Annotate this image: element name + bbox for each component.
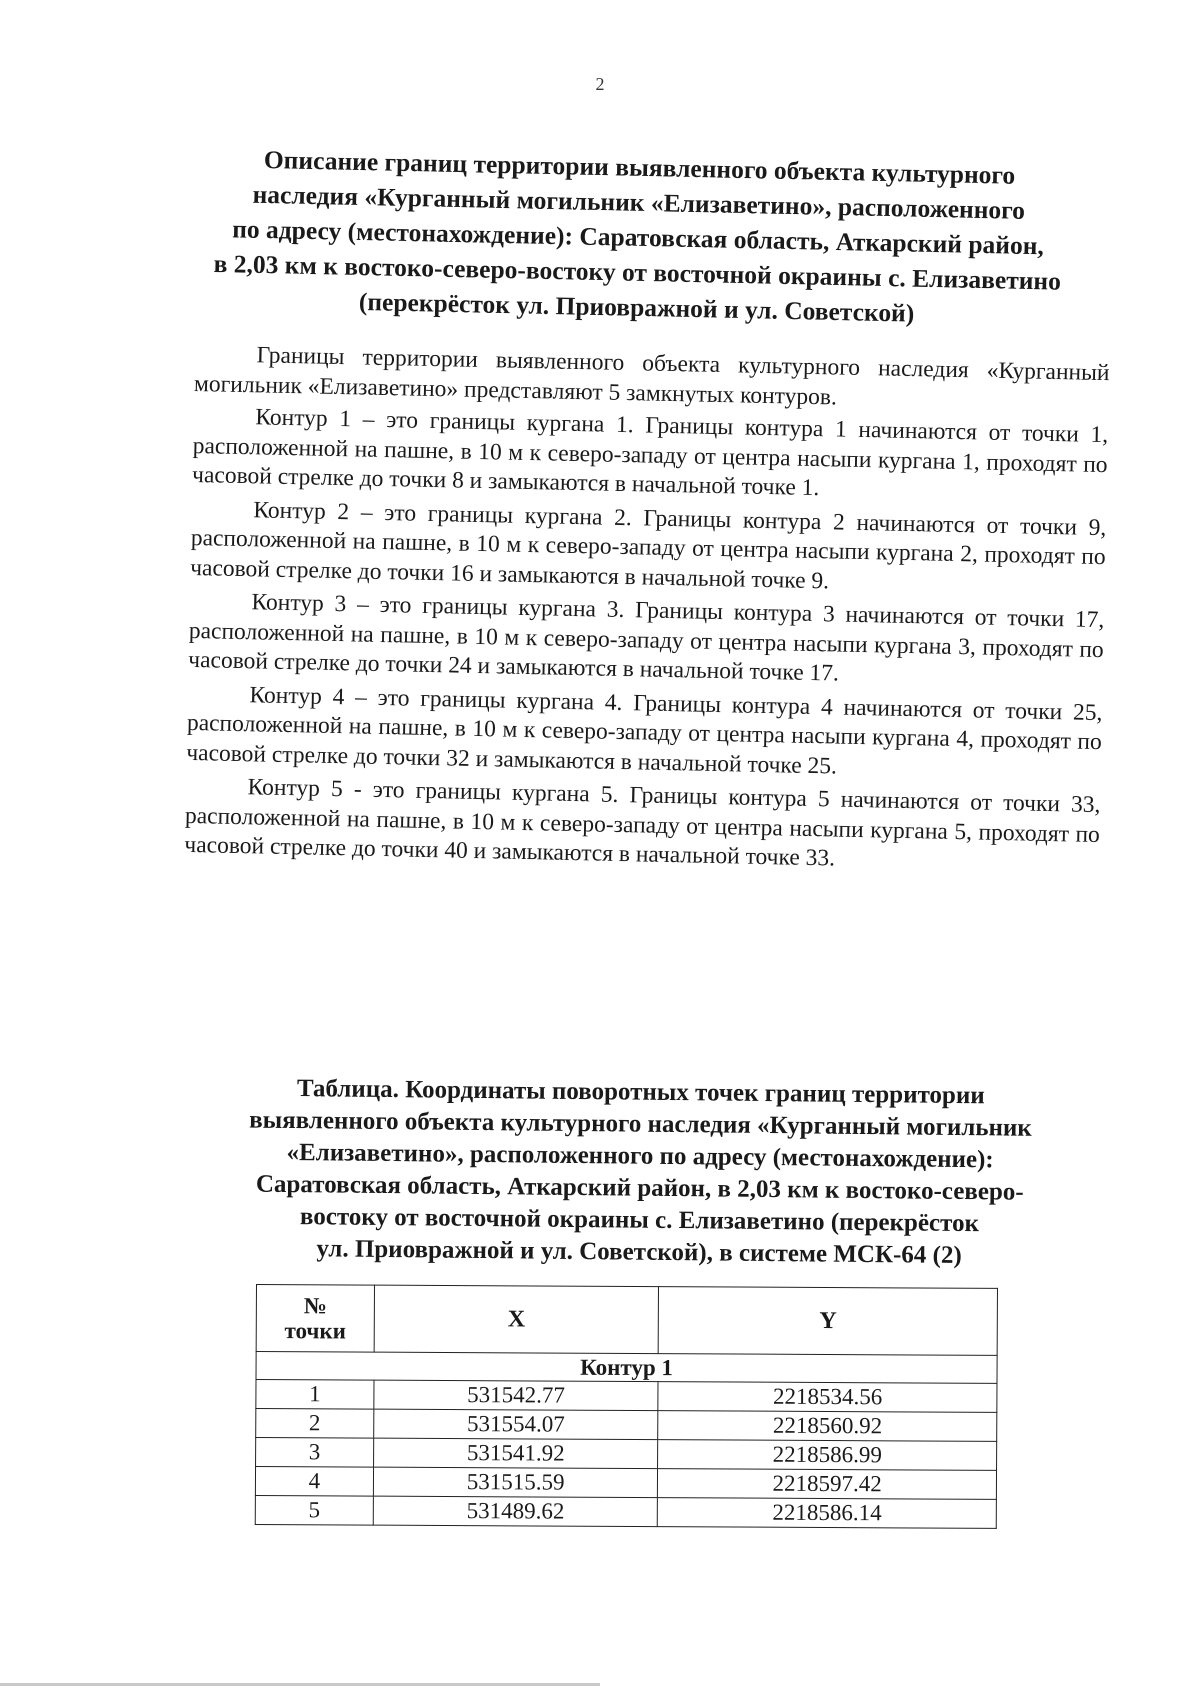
x-cell: 531489.62 [373,1496,658,1526]
body-text [184,340,1110,880]
header-x: X [374,1285,659,1353]
header-point-number-symbol: № [303,1293,327,1319]
table-row [256,1380,997,1413]
coordinates-table [255,1284,998,1529]
table-title [194,1072,1086,1273]
point-number-cell: 1 [256,1380,374,1410]
table-row [256,1409,997,1442]
table-header-row [256,1285,997,1356]
point-number-cell: 4 [255,1467,373,1497]
table-row [255,1495,996,1528]
title-line: в 2,03 км к востоко-северо-востоку от восточной окраины с. Елизаветино [213,248,1062,296]
y-cell: 2218534.56 [658,1382,997,1413]
table-row [256,1438,997,1471]
table-title-line: «Елизаветино», расположенного по адресу (местонахождение): [286,1138,994,1174]
point-number-cell: 5 [255,1495,373,1525]
table-title-line: Таблица. Координаты поворотных точек границ территории [296,1075,985,1110]
y-cell: 2218560.92 [658,1411,997,1442]
contour-5-paragraph: Контур 5 - это границы кургана 5. Границы контура 5 начинаются от точки 33, расположенной на пашне, в 10 м к северо-западу от центра насыпи кургана 5, проходят по часовой стрелке до точки 40 и замыкаются в начальной точке 33. [184,774,1101,872]
page-number: 2 [595,74,605,94]
section-row [256,1352,997,1384]
document-title [166,140,1109,335]
contour-1-paragraph: Контур 1 – это границы кургана 1. Границы контура 1 начинаются от точки 1, расположенной на пашне, в 10 м к северо-западу от центра насыпи кургана 1, проходят по часовой стрелке до точки 8 и замыкаются в начальной точке 1. [191,404,1109,502]
x-cell: 531542.77 [374,1380,659,1410]
header-point-number-label: точки [284,1318,346,1344]
point-number-cell: 3 [256,1438,374,1468]
header-point-number [256,1285,374,1353]
section-label: Контур 1 [256,1352,997,1384]
table-title-line: востоку от восточной окраины с. Елизаветино (перекрёсток [299,1203,980,1238]
y-cell: 2218586.14 [658,1498,997,1529]
title-line: по адресу (местонахождение): Саратовская область, Аткарский район, [231,214,1045,261]
table-title-line: ул. Приовражной и ул. Советской), в системе МСК-64 (2) [316,1235,962,1270]
intro-paragraph: Границы территории выявленного объекта культурного наследия «Курганный могильник «Елизаветино» представляют 5 замкнутых контуров. [193,342,1110,410]
title-line: наследия «Курганный могильник «Елизаветино», расположенного [252,179,1026,225]
x-cell: 531541.92 [373,1438,658,1468]
contour-3-paragraph: Контур 3 – это границы кургана 3. Границы контура 3 начинаются от точки 17, расположенной на пашне, в 10 м к северо-западу от центра насыпи кургана 3, проходят по часовой стрелке до точки 24 и замыкаются в начальной точке 17. [188,589,1105,687]
title-line: Описание границ территории выявленного объекта культурного [263,144,1016,190]
header-y: Y [659,1287,998,1356]
table-title-line: Саратовская область, Аткарский район, в 2,03 км к востоко-северо- [255,1170,1024,1206]
coordinates-table-container [255,1284,998,1529]
contour-4-paragraph: Контур 4 – это границы кургана 4. Границы контура 4 начинаются от точки 25, расположенной на пашне, в 10 м к северо-западу от центра насыпи кургана 4, проходят по часовой стрелке до точки 32 и замыкаются в начальной точке 25. [186,681,1103,780]
point-number-cell: 2 [256,1409,374,1439]
x-cell: 531515.59 [373,1467,658,1497]
scan-edge-line [0,1683,600,1686]
y-cell: 2218597.42 [658,1469,997,1500]
table-title-line: выявленного объекта культурного наследия «Курганный могильник [249,1106,1032,1142]
x-cell: 531554.07 [374,1409,659,1439]
title-line: (перекрёсток ул. Приовражной и ул. Советской) [358,286,915,328]
y-cell: 2218586.99 [658,1440,997,1471]
table-row [255,1467,996,1500]
contour-2-paragraph: Контур 2 – это границы кургана 2. Границы контура 2 начинаются от точки 9, расположенной на пашне, в 10 м к северо-западу от центра насыпи кургана 2, проходят по часовой стрелке до точки 16 и замыкаются в начальной точке 9. [189,496,1107,594]
